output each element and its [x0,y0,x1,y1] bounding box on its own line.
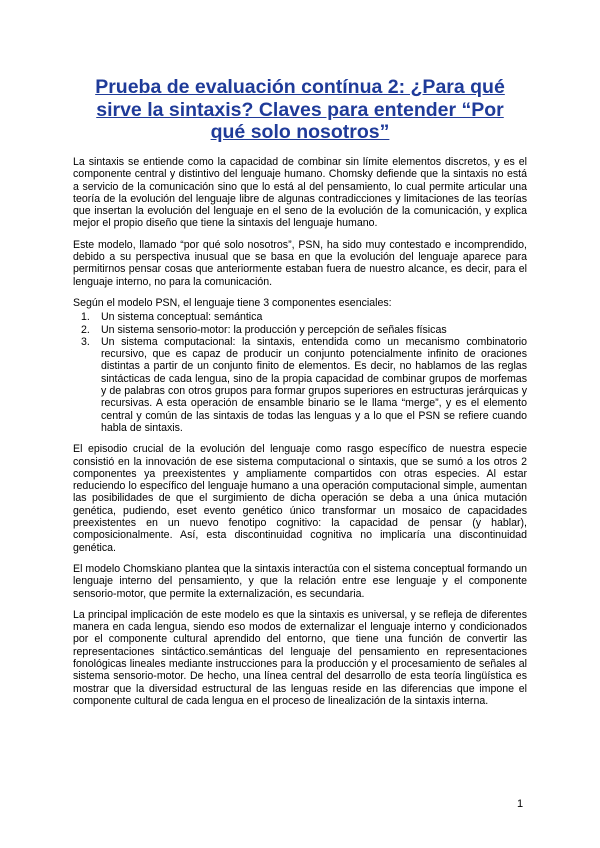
list-item-text: Un sistema computacional: la sintaxis, entendida como un mecanismo combinatorio recursivo, que es capaz de producir un conjunto potencialmente infinito de oraciones distintas a partir de un conjunto finito de elementos. Es decir, no hablamos de las reglas sintácticas de cada lengua, sino de la propia capacidad de combinar grupos de morfemas y de palabras con otros grupos para formar grupos superiores en estructuras jerárquicas y recursivas. A esta operación de ensamble binario se le llama “merge”, y es el elemento central y común de las sintaxis de todas las lenguas y a lo que el PSN se refiere cuando habla de sintaxis. [101,335,527,434]
paragraph-components-intro: Según el modelo PSN, el lenguaje tiene 3 componentes esenciales: [73,296,392,309]
document-title: Prueba de evaluación contínua 2: ¿Para qué sirve la sintaxis? Claves para entender “Por qué solo nosotros” [95,76,505,143]
paragraph-chomskian-model: El modelo Chomskiano plantea que la sintaxis interactúa con el sistema conceptual formando un lenguaje interno del pensamiento, y que la relación entre ese lenguaje y el componente sensorio-motor, que permite la externalización, es secundaria. [73,562,527,600]
paragraph-main-implication: La principal implicación de este modelo es que la sintaxis es universal, y se refleja de diferentes manera en cada lengua, siendo eso modos de externalizar el lenguaje interno y condicionados por el componente cultural aprendido del entorno, que tiene una función de convertir las representaciones sintáctico.semánticas del lenguaje del pensamiento en representaciones fonológicas lineales mediante instrucciones para la producción y el procesamiento de señales al sistema sensorio-motor. De hecho, una línea central del desarrollo de esta teoría lingüística es mostrar que la diversidad estructural de las lenguas reside en las diferencias que impone el componente cultural de cada lengua en el proceso de linealización de la sintaxis interna. [73,608,527,707]
list-item-text: Un sistema conceptual: semántica [101,311,263,324]
list-item [73,336,527,434]
paragraph-syntax-definition: La sintaxis se entiende como la capacidad de combinar sin límite elementos discretos, y es el componente central y distintivo del lenguaje humano. Chomsky defiende que la sintaxis no está a servicio de la comunicación sino que lo está al del pensamiento, lo cual permite articular una teoría de la evolución del lenguaje libre de algunas contradicciones y limitaciones de las teorías que insertan la evolución del lenguaje en el seno de la evolución de la comunicación, y explica mejor el propio diseño que tiene la sintaxis del lenguaje humano. [73,156,527,230]
list-item-number: 3. [81,335,90,348]
paragraph-psn-model: Este modelo, llamado “por qué solo nosotros”, PSN, ha sido muy contestado e incomprendido, debido a su perspectiva inusual que se basa en que la evolución del lenguaje aparece para permitirnos pensar cosas que anteriormente estaban fuera de nuestro alcance, es decir, para el lenguaje interno, no para la comunicación. [73,238,527,288]
document-body [73,156,527,716]
paragraph-crucial-episode: El episodio crucial de la evolución del lenguaje como rasgo específico de nuestra especie consistió en la innovación de ese sistema computacional o sintaxis, que se sumó a los otros 2 componentes ya preexistentes y ampliamente compartidos con otras especies. Al estar reduciendo lo específico del lenguaje humano a una operación computacional simple, aumentan las posibilidades de que el surgimiento de dicha operación se deba a una única mutación genética, pudiendo, eset evento genético único transformar un mosaico de capacidades preexistentes en un nuevo fenotipo cognitivo: la capacidad de pensar (y hablar), composicionalmente. Así, esta discontinuidad cognitiva no implicaría una discontinuidad genética. [73,443,527,554]
components-list [73,311,527,434]
list-item-number: 1. [81,311,90,324]
list-item [73,324,527,336]
list-item [73,311,527,323]
page-number: 1 [517,798,524,810]
list-item-number: 2. [81,323,90,336]
list-item-text: Un sistema sensorio-motor: la producción y percepción de señales físicas [101,323,447,336]
